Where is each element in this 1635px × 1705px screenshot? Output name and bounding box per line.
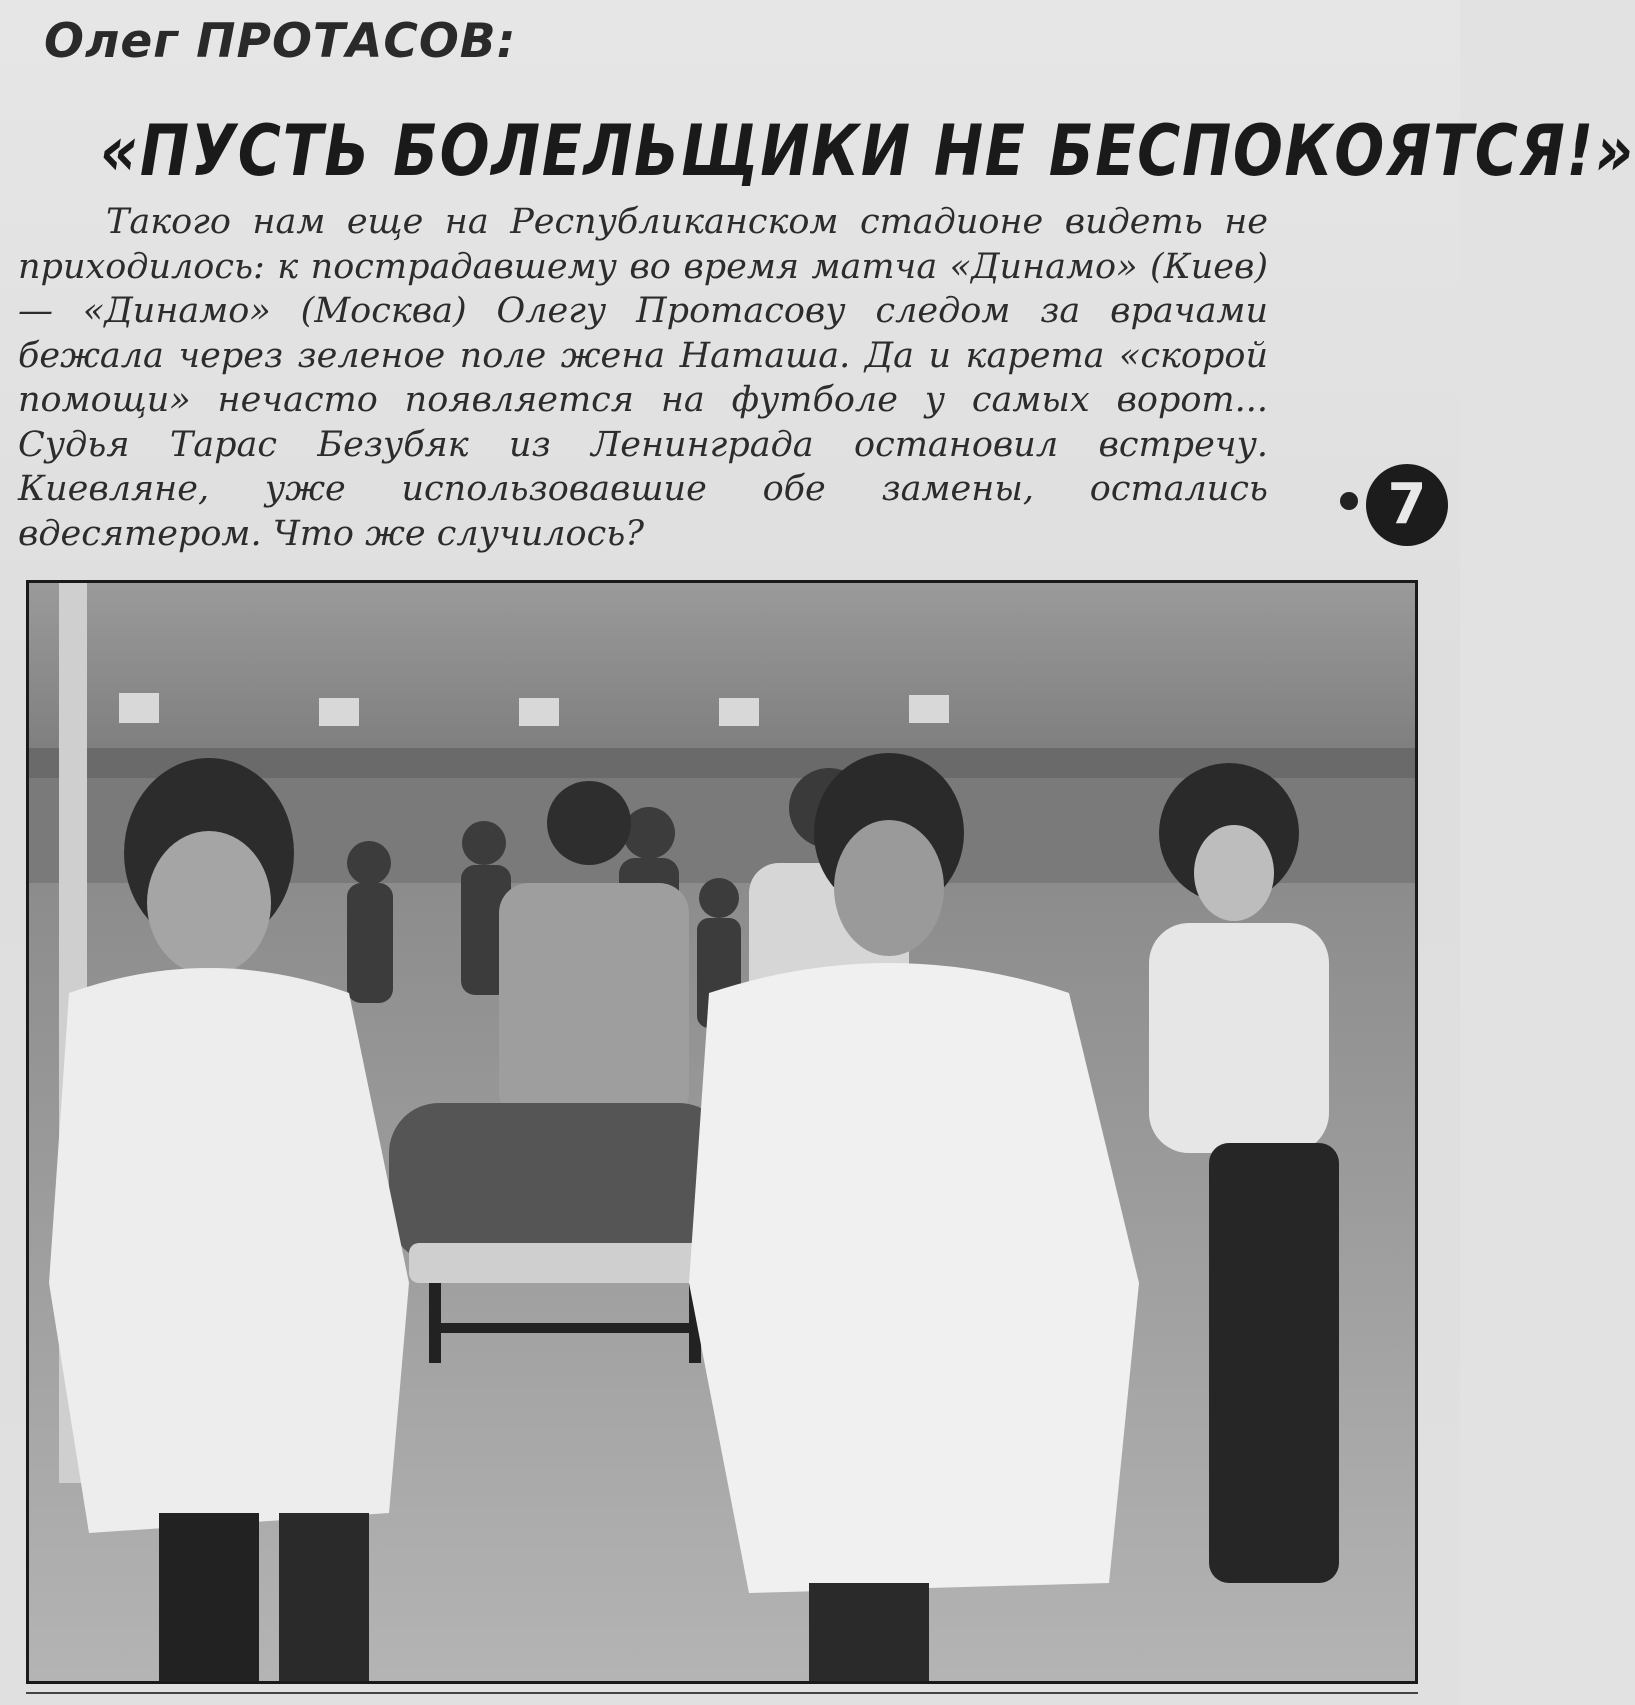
lead-paragraph: Такого нам еще на Республиканском стадионе видеть не приходилось: к пострадавшему во время матча «Динамо» (Киев) — «Динамо» (Москва) Олегу Протасову следом за врачами бежала через зеленое поле жена Наташа. Да и карета «скорой помощи» нечасто появляется на футболе у самых ворот... Судья Тарас Безубяк из Ленинграда остановил встречу. Киевляне, уже использовавшие обе замены, остались вдесятером. Что же случилось? [18,202,1268,554]
photo-illustration [29,583,1415,1681]
page-number-badge: 7 [1366,464,1448,546]
article-kicker: Олег ПРОТАСОВ: [44,14,517,69]
article-lead [18,200,1268,556]
page-bottom-rule [26,1692,1418,1694]
news-photo [26,580,1418,1684]
stadium-stands [29,583,1415,763]
article-headline: «ПУСТЬ БОЛЕЛЬЩИКИ НЕ БЕСПОКОЯТСЯ!» [100,110,1635,192]
stretcher [389,1103,729,1363]
bullet-dot-icon [1340,492,1358,510]
